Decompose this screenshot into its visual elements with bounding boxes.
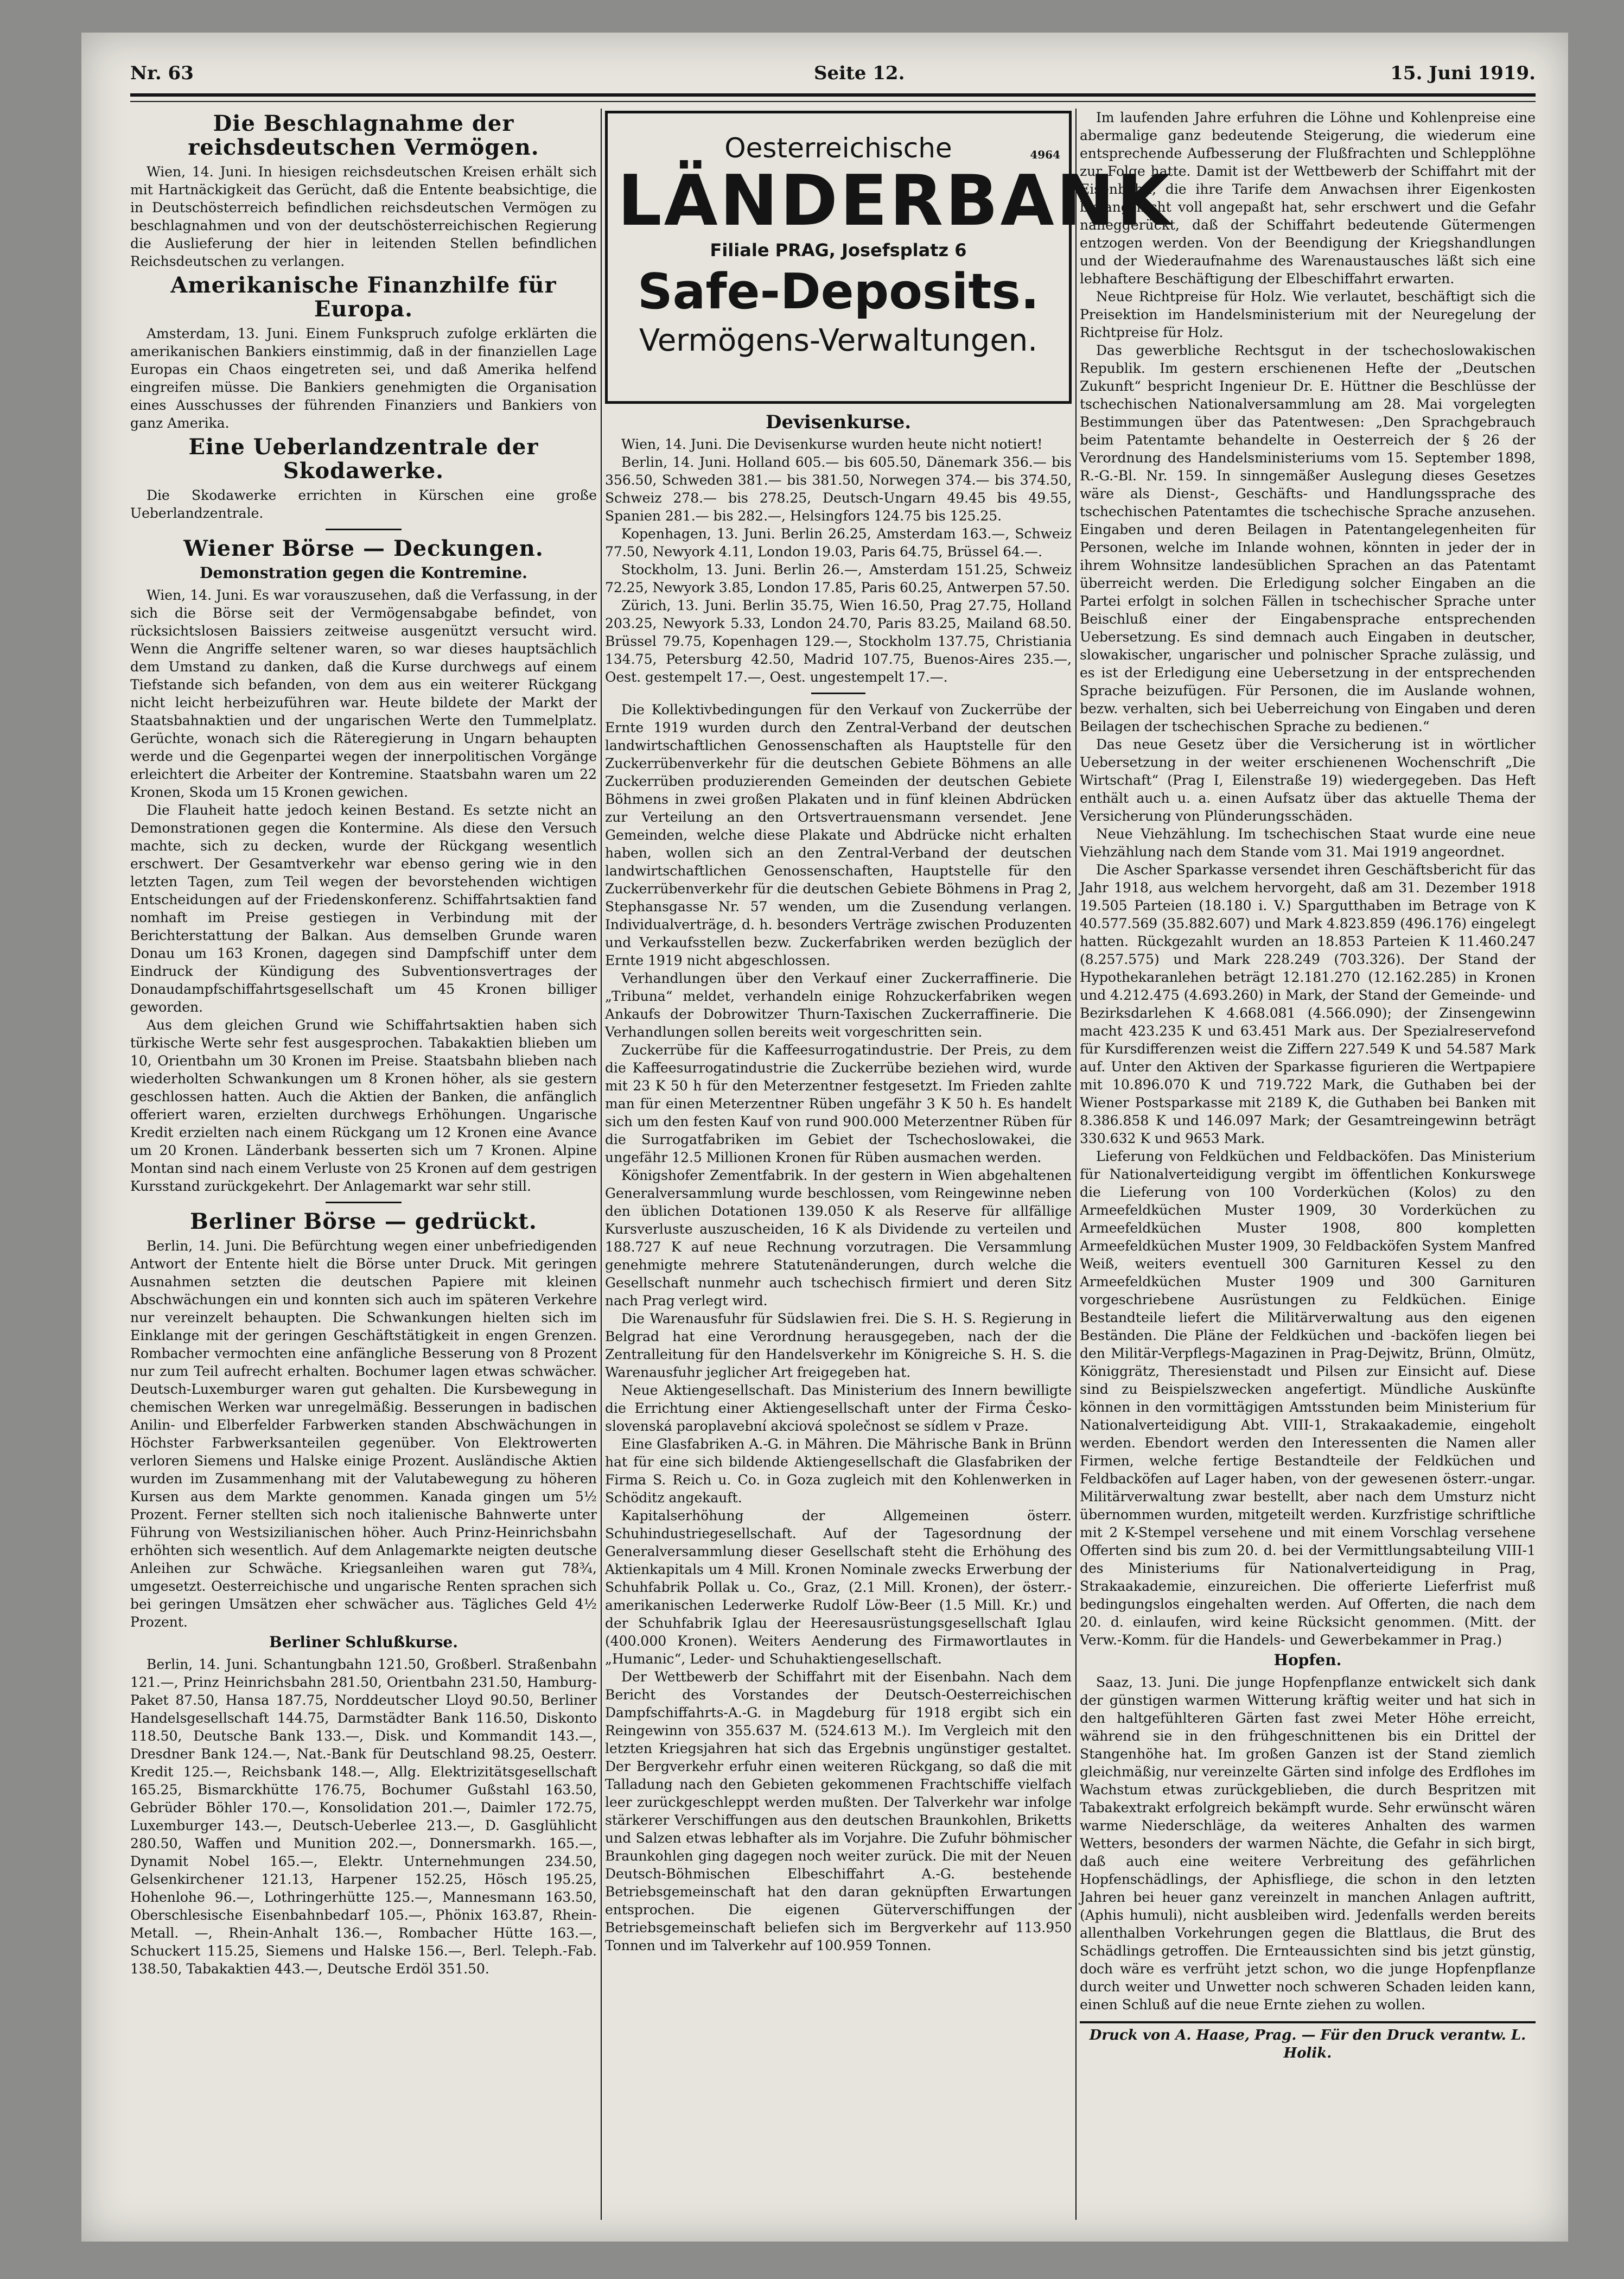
article-paragraph: Die Kollektivbedingungen für den Verkauf von Zuckerrübe der Ernte 1919 wurden durch den Zentral-Verband der deutschen landwirtschaftlichen Genossenschaften als Hauptstelle für den Zuckerrübenverkehr für die deutschen Gebiete Böhmens an alle Zuckerrüben produzierenden Gemeinden der deutschen Gebiete Böhmens in zwei großen Plakaten und in fünf kleinen Abdrücken zur Verteilung an den Ortsvertrauensmann versendet. Jene Gemeinden, welche diese Plakate und Abdrücke nicht erhalten haben, wollen sich an den Zentral-Verband der deutschen landwirtschaftlichen Genossenschaften, Hauptstelle für den Zuckerrübenverkehr für die deutschen Gebiete Böhmens in Prag 2, Stephansgasse Nr. 57 wenden, um die Zusendung verlangen. Individualverträge, d. h. besonders Verträge zwischen Produzenten und Verkaufsstellen bezw. Zuckerfabriken werden bezüglich der Ernte 1919 nicht abgeschlossen.	[605, 702, 1072, 968]
article-paragraph: Wien, 14. Juni. Es war vorauszusehen, daß die Verfassung, in der sich die Börse seit der Vermögensabgabe befindet, von rücksichtslosen Baissiers zeitweise ausgenützt versucht wird. Wenn die Angriffe seltener waren, so war dieses hauptsächlich dem Umstand zu danken, daß die Kurse durchwegs auf einem Tiefstande sich befanden, von dem aus ein weiterer Rückgang nicht leicht herbeizuführen war. Heute bildete der Markt der Staatsbahnaktien und der ungarischen Werte den Tummelplatz. Gerüchte, wonach sich die Räteregierung in Ungarn behaupten werde und die Gegenpartei wegen der innerpolitischen Vorgänge erleichtert die Arbeiter der Kontremine. Staatsbahn waren um 22 Kronen, Skoda um 15 Kronen gewichen.	[130, 587, 597, 800]
article-paragraph: Verhandlungen über den Verkauf einer Zuckerraffinerie. Die „Tribuna“ meldet, verhandeln einige Rohzuckerfabriken wegen Ankaufs der Dobrowitzer Thurn-Taxischen Zuckerraffinerie. Die Verhandlungen sollen bereits weit vorgeschritten sein.	[605, 970, 1072, 1040]
headline-skodawerke: Eine Ueberlandzentrale der Skodawerke.	[188, 434, 539, 484]
issue-date: 15. Juni 1919.	[1390, 62, 1536, 84]
headline-wiener-boerse: Wiener Börse — Deckungen.	[183, 536, 544, 561]
imprint-rule	[1080, 2021, 1536, 2023]
article-paragraph: Wien, 14. Juni. In hiesigen reichsdeutschen Kreisen erhält sich mit Hartnäckigkeit das Gerücht, daß die Entente beabsichtige, die in Deutschösterreich befindlichen reichsdeutschen Vermögen zu beschlagnahmen und von der deutschösterreichischen Regierung die Auslieferung der hier in leitenden Stellen befindlichen Reichsdeutschen zu verlangen.	[130, 164, 597, 269]
newspaper-page	[81, 33, 1568, 2242]
article-paragraph: Amsterdam, 13. Juni. Einem Funkspruch zufolge erklärten die amerikanischen Bankiers einstimmig, daß in der finanziellen Lage Europas ein Chaos eingetreten sei, und daß Amerika helfend eingreifen müsse. Die Bankiers genehmigten die Organisation eines Ausschusses der führenden Finanziers und Bankiers von ganz Amerika.	[130, 326, 597, 431]
article-paragraph: Kapitalserhöhung der Allgemeinen österr. Schuhindustriegesellschaft. Auf der Tagesordnung der Generalversammlung dieser Gesellschaft steht die Erhöhung des Aktienkapitals um 4 Mill. Kronen Nominale zwecks Erwerbung der Schuhfabrik Pollak u. Co., Graz, (2.1 Mill. Kronen), der österr.-amerikanischen Lederwerke Rudolf Löw-Beer (1.5 Mill. Kr.) und der Schuhfabrik Iglau der Heeresausrüstungsgesellschaft Iglau (400.000 Kronen). Weiters Aenderung des Firmawortlautes in „Humanic“, Leder- und Schuhaktiengesellschaft.	[605, 1508, 1072, 1667]
issue-number: Nr. 63	[130, 62, 194, 84]
subheadline-demonstration: Demonstration gegen die Kontremine.	[200, 564, 527, 582]
printer-imprint: Druck von A. Haase, Prag. — Für den Druck verantw. L. Holik.	[1089, 2027, 1526, 2061]
subheadline-hopfen: Hopfen.	[1273, 1651, 1342, 1669]
subheadline-schlusskurse: Berliner Schlußkurse.	[269, 1633, 458, 1651]
article-paragraph: Neue Aktiengesellschaft. Das Ministerium des Innern bewilligte die Errichtung einer Aktiengesellschaft unter der Firma Česko-slovenská paroplavební akciová společnost se sídlem v Praze.	[605, 1382, 1072, 1434]
article-paragraph: Eine Glasfabriken A.-G. in Mähren. Die Mährische Bank in Brünn hat für eine sich bildende Aktiengesellschaft die Glasfabriken der Firma S. Reich u. Co. in Goza zugleich mit den Kohlenwerken in Schöditz angekauft.	[605, 1436, 1072, 1506]
article-paragraph: Zuckerrübe für die Kaffeesurrogatindustrie. Der Preis, zu dem die Kaffeesurrogatindustrie die Zuckerrübe beziehen wird, wurde mit 23 K 50 h für den Meterzentner festgesetzt. Im Frieden zahlte man für einen Meterzentner Rüben ungefähr 3 K 50 h. Es handelt sich um den festen Kauf von rund 900.000 Meterzentner Rüben für die Surrogatfabriken im Gebiet der Tschechoslowakei, die ungefähr 12.5 Millionen Kronen für Rüben ausmachen werden.	[605, 1042, 1072, 1165]
article-paragraph: Berlin, 14. Juni. Die Befürchtung wegen einer unbefriedigenden Antwort der Entente hielt die Börse unter Druck. Mit geringen Ausnahmen setzten die deutschen Papiere mit kleinen Abschwächungen ein und konnten sich auch im späteren Verkehre nur vereinzelt behaupten. Die Schwankungen hielten sich im Einklange mit der geringen Geschäftstätigkeit in engen Grenzen. Rombacher vermochten eine anfängliche Besserung von 8 Prozent nur zum Teil aufrecht erhalten. Bochumer lagen etwas schwächer. Deutsch-Luxemburger waren gut gehalten. Die Kursbewegung in chemischen Werken war unregelmäßig. Besserungen in badischen Anilin- und Elberfelder Farbwerken standen Abschwächungen in Höchster Farbwerksanteilen gegenüber. Von Elektrowerten verloren Siemens und Halske einige Prozent. Ausländische Aktien wurden im Zusammenhang mit der Valutabewegung zu höheren Kursen aus dem Markte genommen. Kanada gingen um 5½ Prozent. Ferner stellten sich noch italienische Bahnwerte unter Führung von Westsizilianischen höher. Auch Prinz-Heinrichsbahn erhöhten sich wesentlich. Auf dem Anlagemarkte neigten deutsche Anleihen zur Schwäche. Kriegsanleihen waren gut 78¾, umgesetzt. Oesterreichische und ungarische Renten sprachen sich bei geringen Umsätzen eher schwächer aus. Tägliches Geld 4½ Prozent.	[130, 1238, 597, 1630]
section-divider	[326, 529, 402, 530]
article-paragraph: Königshofer Zementfabrik. In der gestern in Wien abgehaltenen Generalversammlung wurde beschlossen, vom Reingewinne neben den üblichen Dotationen 139.050 K als Reserve für allfällige Kursverluste auszuscheiden, 16 K als Dividende zu verteilen und 188.727 K auf neue Rechnung vorzutragen. Die Versammlung genehmigte mehrere Statutenänderungen, durch welche die Gesellschaft nunmehr auch tschechisch firmiert und deren Sitz nach Prag verlegt wird.	[605, 1167, 1072, 1309]
article-paragraph: Berlin, 14. Juni. Holland 605.— bis 605.50, Dänemark 356.— bis 356.50, Schweden 381.— bis 381.50, Norwegen 374.— bis 374.50, Schweiz 278.— bis 278.25, Deutsch-Ungarn 49.45 bis 49.55, Spanien 281.— bis 282.—, Helsingfors 124.75 bis 125.25.	[605, 454, 1072, 524]
masthead-rule	[130, 93, 1536, 102]
article-paragraph: Im laufenden Jahre erfuhren die Löhne und Kohlenpreise eine abermalige ganz bedeutende Steigerung, die wiederum eine entsprechende Aufbesserung der Flußfrachten und Schlepplöhne zur Folge hatte. Damit ist der Wettbewerb der Schiffahrt mit der Eisenbahn, die ihre Tarife dem Anwachsen ihrer Eigenkosten bislang nicht voll angepaßt hat, sehr erschwert und die Gefahr naheggerückt, daß der Schiffahrt bedeutende Gütermengen entzogen werden. Von der Beendigung der Kriegshandlungen und der Wiederaufnahme des Warenaustausches läßt sich eine lebhaftere Beschäftigung der Elbeschiffahrt erwarten.	[1080, 110, 1536, 287]
article-paragraph: Wien, 14. Juni. Die Devisenkurse wurden heute nicht notiert!	[621, 436, 1043, 452]
ad-bank-name: LÄNDERBANK	[617, 161, 1173, 242]
column-divider	[1075, 109, 1077, 2220]
article-paragraph: Stockholm, 13. Juni. Berlin 26.—, Amsterdam 151.25, Schweiz 72.25, Newyork 3.85, London 17.85, Paris 60.25, Antwerpen 57.50.	[605, 562, 1072, 595]
article-paragraph: Die Flauheit hatte jedoch keinen Bestand. Es setzte nicht an Demonstrationen gegen die Kontermine. Als diese den Versuch machte, sich zu decken, wurde der Rückgang wesentlich erschwert. Der Gesamtverkehr war ebenso gering wie in den letzten Tagen, zum Teil wegen der bevorstehenden wichtigen Entscheidungen auf der Friedenskonferenz. Schiffahrtsaktien fand nomhaft im Preise gestiegen in Verbindung mit der Berichterstattung der Balkan. Aus demselben Grunde waren Donau um 163 Kronen, dagegen sind Dampfschiff unter dem Eindruck der Kündigung des Subventionsvertrages der Donaudampfschiffahrtsgesellschaft um 45 Kronen billiger geworden.	[130, 802, 597, 1015]
headline-devisenkurse: Devisenkurse.	[765, 411, 912, 433]
ad-number: 4964	[1030, 148, 1060, 161]
article-paragraph: Das gewerbliche Rechtsgut in der tschechoslowakischen Republik. Im gestern erschienenen Hefte der „Deutschen Zukunft“ bespricht Ingenieur Dr. E. Hüttner die Beschlüsse der tschechischen Nationalversammlung am 28. Mai vorgelegten Bestimmungen über das Patentwesen: „Den Sprachgebrauch beim Patentamte behandelte in Oesterreich der § 26 der Verordnung des Handelsministeriums vom 15. September 1898, R.-G.-Bl. Nr. 159. In sinngemäßer Auslegung dieses Gesetzes wäre als Dienst-, Geschäfts- und Handlungssprache des tschechischen Patentamtes die tschechische Sprache anzusehen. Eingaben und deren Beilagen in Patentangelegenheiten für Personen, welche im Inlande wohnen, könnten in jeder der in ihrem Wohnsitze landesüblichen Sprachen an das Patentamt überreicht werden. Die Erledigung solcher Eingaben an die Partei erfolgt in solchen Fällen in tschechischer Sprache unter Beischluß einer der Eingabensprache entsprechenden Uebersetzung. Es sind demnach auch Eingaben in deutscher, slowakischer, ungarischer und polnischer Sprache zulässig, und es ist der Erledigung eine Uebersetzung in der entsprechenden Sprache beizufügen. Für Personen, die im Auslande wohnen, bezw. verhalten, sich bei Ueberreichung von Eingaben und deren Beilagen der tschechischen Sprache zu bedienen.“	[1080, 342, 1536, 734]
column-3	[1080, 109, 1536, 2220]
ad-verwaltungen: Vermögens-Verwaltungen.	[639, 323, 1038, 358]
article-paragraph: Die Warenausfuhr für Südslawien frei. Die S. H. S. Regierung in Belgrad hat eine Verordnung herausgegeben, nach der die Zentralleitung für den Handelsverkehr im Königreiche S. H. S. die Warenausfuhr jeglicher Art freigegeben hat.	[605, 1311, 1072, 1380]
article-paragraph: Lieferung von Feldküchen und Feldbacköfen. Das Ministerium für Nationalverteidigung vergibt im öffentlichen Konkurswege die Lieferung von 100 Vorderküchen (Kolos) zu den Armeefeldküchen Muster 1909, 30 Vorderküchen zu Armeefeldküchen Muster 1908, 800 kompletten Armeefeldküchen Muster 1909, 30 Feldbacköfen System Manfred Weiß, weiters eventuell 300 Garnituren Kessel zu den Armeefeldküchen Muster 1909 und 300 Garnituren vorgeschriebene Ausrüstungen zu Feldküchen. Einige Bestandteile liefert die Militärverwaltung aus den eigenen Beständen. Die Pläne der Feldküchen und -backöfen liegen bei den Militär-Verpflegs-Magazinen in Prag-Dejwitz, Brünn, Olmütz, Königgrätz, Theresienstadt und Pilsen zur Einsicht auf. Diese sind zu Beispielszwecken angefertigt. Mündliche Auskünfte können in den vormittägigen Amtsstunden beim Ministerium für Nationalverteidigung Abt. VIII-1, Strakaakademie, eingeholt werden. Ebendort werden den Interessenten die Namen aller Firmen, welche fertige Bestandteile der Feldküchen und Feldbacköfen auf Lager haben, von der gewesenen österr.-ungar. Militärverwaltung zwar bestellt, aber nach dem Umsturz nicht übernommen wurden, mitgeteilt werden. Kurzfristige schriftliche mit 2 K-Stempel versehene und mit einem Vorschlag versehene Offerten sind bis zum 20. d. bei der Vermittlungsabteilung VIII-1 des Ministeriums für Nationalverteidigung in Prag, Strakaakademie, einzureichen. Die offerierte Lieferfrist muß bedingungslos eingehalten werden. Auf Offerten, die nach dem 20. d. einlaufen, wird keine Rücksicht genommen. (Mitt. der Verw.-Komm. für die Handels- und Gewerbekammer in Prag.)	[1080, 1148, 1536, 1648]
article-paragraph: Aus dem gleichen Grund wie Schiffahrtsaktien haben sich türkische Werte sehr fest ausgesprochen. Tabakaktien blieben um 10, Orientbahn um 30 Kronen im Preise. Staatsbahn blieben nach wiederholten Schwankungen um 8 Kronen höher, als sie gestern geschlossen hatten. Auch die Aktien der Banken, die anfänglich offeriert waren, erzielten durchwegs Erhöhungen. Ungarische Kredit erzielten nach einem Rückgang um 12 Kronen eine Avance um 20 Kronen. Länderbank besserten sich um 7 Kronen. Alpine Montan sind nach einem Verluste von 25 Kronen auf dem gestrigen Kursstand zurückgekehrt. Der Anlagemarkt war sehr still.	[130, 1017, 597, 1194]
headline-beschlagnahme: Die Beschlagnahme der reichsdeutschen Vermögen.	[188, 111, 539, 160]
article-paragraph: Die Ascher Sparkasse versendet ihren Geschäftsbericht für das Jahr 1918, aus welchem hervorgeht, daß am 31. Dezember 1918 19.505 Parteien (18.180 i. V.) Spargutthaben im Betrage von K 40.577.569 (35.882.607) und Mark 4.823.859 (496.176) eingelegt hatten. Rückgezahlt wurden an 18.853 Parteien K 11.460.247 (8.257.575) und Mark 228.249 (703.326). Der Stand der Hypothekaranlehen beträgt 12.181.270 (12.162.285) in Kronen und 4.212.475 (4.693.260) in Mark, der Stand der Gemeinde- und Bezirksdarlehen K 4.668.081 (4.566.090); der Zinsengewinn macht 423.235 K und 63.451 Mark aus. Der Spezialreservefond für Kursdifferenzen weist die Ziffern 227.549 K und 54.587 Mark auf. Unter den Aktiven der Sparkasse figurieren die Wertpapiere mit 10.896.070 K und 719.722 Mark, die Guthaben bei der Wiener Postsparkasse mit 2189 K, die Guthaben bei Banken mit 8.386.858 K und 146.097 Mark; der Gesamtreingewinn beträgt 330.632 K und 9653 Mark.	[1080, 862, 1536, 1146]
article-paragraph: Neue Richtpreise für Holz. Wie verlautet, beschäftigt sich die Preisektion im Handelsministerium mit der Neuregelung der Richtpreise für Holz.	[1080, 289, 1536, 340]
article-paragraph: Berlin, 14. Juni. Schantungbahn 121.50, Großberl. Straßenbahn 121.—, Prinz Heinrichsbahn 281.50, Orientbahn 231.50, Hamburg-Paket 87.50, Hansa 187.75, Norddeutscher Lloyd 90.50, Berliner Handelsgesellschaft 144.75, Darmstädter Bank 116.50, Diskonto 118.50, Deutsche Bank 133.—, Disk. und Kommandit 143.—, Dresdner Bank 124.—, Nat.-Bank für Deutschland 98.25, Oesterr. Kredit 125.—, Reichsbank 148.—, Allg. Elektrizitätsgesellschaft 165.25, Bismarckhütte 176.75, Bochumer Gußstahl 163.50, Gebrüder Böhler 170.—, Konsolidation 201.—, Daimler 172.75, Luxemburger 143.—, Deutsch-Ueberlee 213.—, D. Gasglühlicht 280.50, Waffen und Munition 202.—, Donnersmarkh. 165.—, Dynamit Nobel 165.—, Elektr. Unternehmungen 234.50, Gelsenkirchener 121.13, Harpener 152.25, Hösch 195.25, Hohenlohe 96.—, Lothringerhütte 125.—, Mannesmann 163.50, Oberschlesische Eisenbahnbedarf 105.—, Phönix 163.87, Rhein-Metall. —, Rhein-Anhalt 136.—, Rombacher Hütte 163.—, Schuckert 115.25, Siemens und Halske 156.—, Berl. Teleph.-Fab. 138.50, Tabakaktien 443.—, Deutsche Erdöl 351.50.	[130, 1656, 597, 1977]
column-2	[605, 109, 1173, 2220]
article-paragraph: Saaz, 13. Juni. Die junge Hopfenpflanze entwickelt sich dank der günstigen warmen Witterung kräftig weiter und hat sich in den haltgefühlteren Gärten fast zwei Meter Höhe erreicht, während sie in den frühgeschnittenen bis ein Drittel der Stangenhöhe hat. Im großen Ganzen ist der Stand ziemlich gleichmäßig, nur vereinzelte Gärten sind infolge des Erdflohes im Wachstum etwas zurückgeblieben, die durch Bespritzen mit Tabakextrakt erfolgreich bekämpft wurde. Sehr erwünscht wären warme Niederschläge, da weiteres Anhalten des warmen Wetters, besonders der warmen Nächte, die Gefahr in sich birgt, daß auch eine weitere Verbreitung des gefährlichen Hopfenschädlings, der Aphisfliege, die schon in den letzten Jahren bei heuer ganz vereinzelt in manchen Anlagen auftritt, (Aphis humuli), nicht ausbleiben wird. Jedenfalls werden bereits allenthalben Vorkehrungen gegen die Blattlaus, die Brut des Schädlings getroffen. Die Ernteaussichten sind bis jetzt günstig, doch wäre es verfrüht jetzt schon, wo die junge Hopfenpflanze durch weiter und Unwetter noch schweren Schaden leiden kann, einen Schluß auf die neue Ernte ziehen zu wollen.	[1080, 1674, 1536, 2013]
section-divider	[811, 693, 865, 694]
laenderbank-advertisement	[605, 111, 1173, 404]
headline-finanzhilfe: Amerikanische Finanzhilfe für Europa.	[170, 272, 557, 322]
ad-branch-address: Filiale PRAG, Josefsplatz 6	[710, 240, 967, 261]
headline-berliner-boerse: Berliner Börse — gedrückt.	[190, 1209, 537, 1234]
article-paragraph: Neue Viehzählung. Im tschechischen Staat wurde eine neue Viehzählung nach dem Stande vom 31. Mai 1919 angeordnet.	[1080, 826, 1536, 860]
article-paragraph: Das neue Gesetz über die Versicherung ist in wörtlicher Uebersetzung in der weiter erschienenen Wochenschrift „Die Wirtschaft“ (Prag I, Eilenstraße 19) wiedergegeben. Das Heft enthält auch u. a. einen Aufsatz über das aktuelle Thema der Versicherung von Plünderungsschäden.	[1080, 737, 1536, 824]
ad-pretitle: Oesterreichische	[724, 132, 952, 164]
article-paragraph: Kopenhagen, 13. Juni. Berlin 26.25, Amsterdam 163.—, Schweiz 77.50, Newyork 4.11, London 19.03, Paris 64.75, Brüssel 64.—.	[605, 526, 1072, 560]
article-paragraph: Der Wettbewerb der Schiffahrt mit der Eisenbahn. Nach dem Bericht des Vorstandes der Deutsch-Oesterreichischen Dampfschiffahrts-A.-G. in Magdeburg für 1918 ergibt sich ein Reingewinn von 355.637 M. (524.613 M.). Im Vergleich mit den letzten Kriegsjahren hat sich das Ergebnis ungünstiger gestaltet. Der Bergverkehr erfuhr einen weiteren Rückgang, so daß die mit Talladung nach den Gebieten gekommenen Frachtschiffe vielfach leer zurückgeschleppt werden mußten. Der Talverkehr war infolge stärkerer Verschiffungen aus den deutschen Braunkohlen, Briketts und Salzen etwas lebhafter als im Vorjahre. Die Zufuhr böhmischer Braunkohlen ging dagegen noch weiter zurück. Die mit der Neuen Deutsch-Böhmischen Elbeschiffahrt A.-G. bestehende Betriebsgemeinschaft hat den daran geknüpften Erwartungen entsprochen. Die eigenen Güterverschiffungen der Betriebsgemeinschaft beliefen sich im Bergverkehr auf 113.950 Tonnen und im Talverkehr auf 100.959 Tonnen.	[605, 1669, 1072, 1953]
section-divider	[326, 1202, 402, 1203]
article-paragraph: Zürich, 13. Juni. Berlin 35.75, Wien 16.50, Prag 27.75, Holland 203.25, Newyork 5.33, London 24.70, Paris 83.25, Mailand 68.50. Brüssel 79.75, Kopenhagen 129.—, Stockholm 137.75, Christiania 134.75, Petersburg 42.50, Madrid 107.75, Buenos-Aires 235.—, Oest. gestempelt 17.—, Oest. ungestempelt 17.—.	[605, 598, 1072, 685]
column-1	[130, 109, 597, 2220]
article-paragraph: Die Skodawerke errichten in Kürschen eine große Ueberlandzentrale.	[130, 487, 597, 521]
column-divider	[601, 109, 602, 2220]
page-number: Seite 12.	[814, 62, 905, 84]
ad-safe-deposits: Safe-Deposits.	[637, 263, 1040, 320]
